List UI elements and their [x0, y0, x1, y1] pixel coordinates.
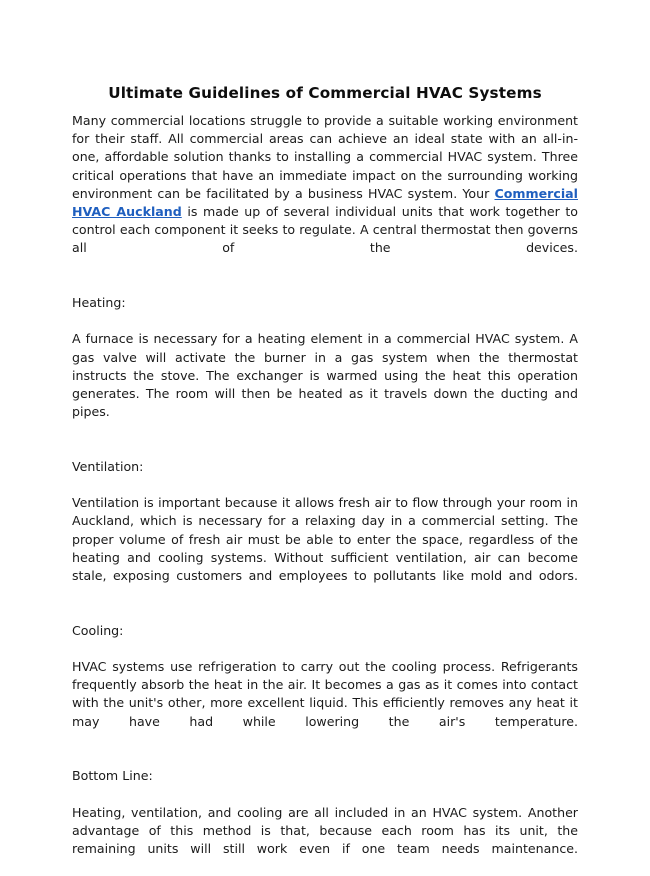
page-title: Ultimate Guidelines of Commercial HVAC Systems	[108, 84, 542, 103]
section-bottom-line-label: Bottom Line:	[72, 768, 153, 784]
section-heating-body: A furnace is necessary for a heating element in a commercial HVAC system. A gas valve will activate the burner in a gas system when the thermostat instructs the stove. The exchanger is warmed using the heat this operation generates. The room will then be heated as it travels down the ducting and pipes.	[72, 331, 578, 420]
section-bottom-line-body: Heating, ventilation, and cooling are all included in an HVAC system. Another advantage of this method is that, because each room has its unit, the remaining units will still work even if one team needs maintenance.	[72, 804, 578, 857]
section-bottom-line	[72, 767, 578, 876]
intro-paragraph	[72, 112, 578, 276]
section-cooling-body: HVAC systems use refrigeration to carry out the cooling process. Refrigerants frequently absorb the heat in the air. It becomes a gas as it comes into contact with the unit's other, more excellent liquid. This efficiently removes any heat it may have had while lowering the air's temperature.	[72, 659, 578, 729]
commercial-hvac-auckland-link[interactable]: Commercial HVAC Auckland	[72, 185, 578, 220]
section-ventilation	[72, 458, 578, 604]
section-heating	[72, 294, 578, 440]
section-cooling	[72, 622, 578, 749]
intro-text-before-link: Many commercial locations struggle to provide a suitable working environment for their staff. All commercial areas can achieve an ideal state with an all-in-one, affordable solution thanks to installing a commercial HVAC system. Three critical operations that have an immediate impact on the surrounding working environment can be facilitated by a business HVAC system. Your	[72, 113, 578, 201]
section-ventilation-body: Ventilation is important because it allows fresh air to flow through your room in Auckland, which is necessary for a relaxing day in a commercial setting. The proper volume of fresh air must be able to enter the space, regardless of the heating and cooling systems. Without sufficient ventilation, air can become stale, exposing customers and employees to pollutants like mold and odors.	[72, 495, 578, 584]
section-ventilation-label: Ventilation:	[72, 458, 144, 474]
section-heating-label: Heating:	[72, 295, 126, 311]
section-cooling-label: Cooling:	[72, 622, 124, 638]
intro-text-after-link: is made up of several individual units that work together to control each component it seeks to regulate. A central thermostat then governs all of the devices.	[72, 204, 578, 256]
document-body	[72, 112, 578, 876]
